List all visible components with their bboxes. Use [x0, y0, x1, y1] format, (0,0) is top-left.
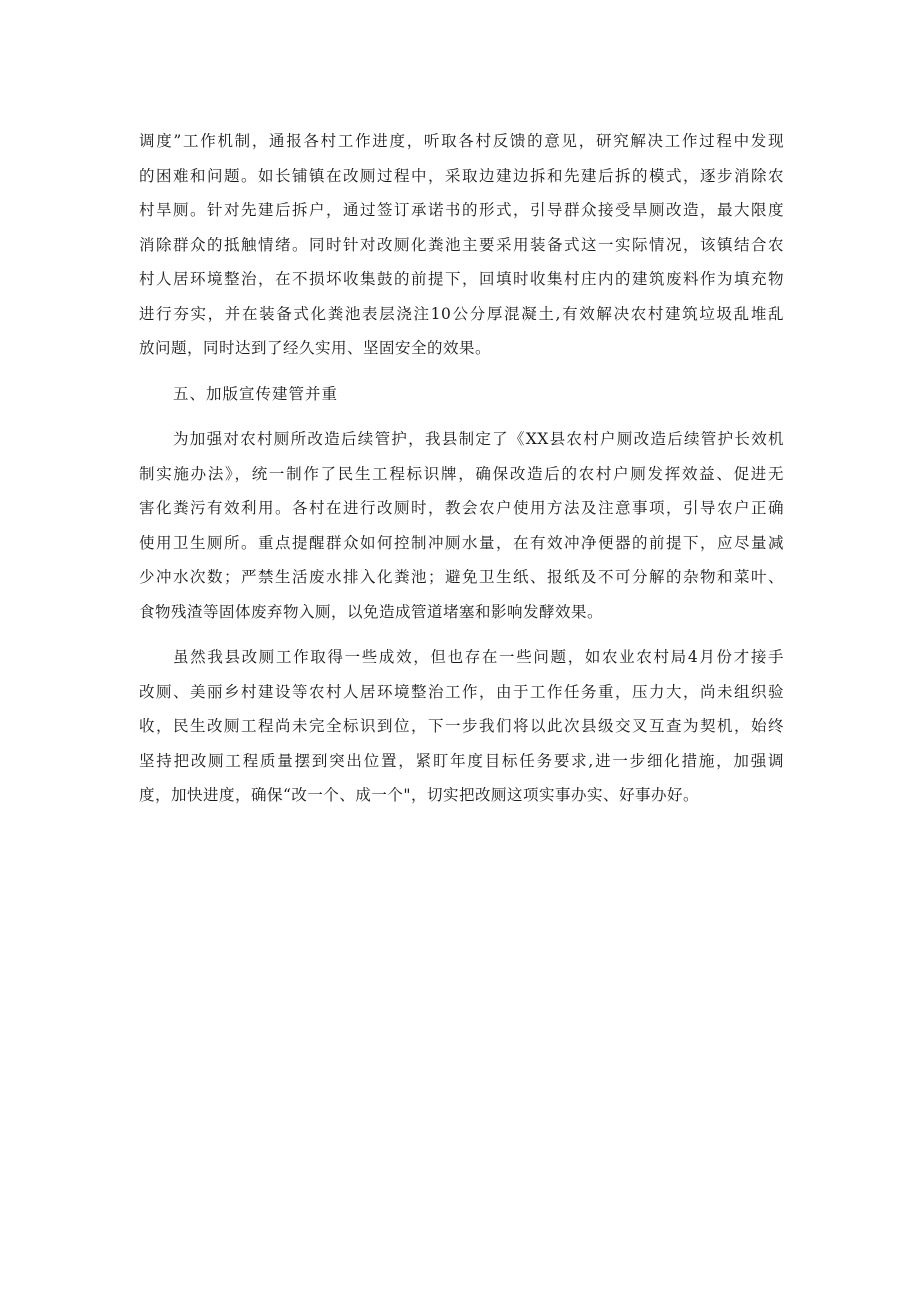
- paragraph-1-line: 调度”工作机制，通报各村工作进度，听取各村反馈的意见，研究解决工作过程中发现: [139, 132, 784, 150]
- document-body: [139, 124, 784, 813]
- paragraph-3-line: 度，加快进度，确保“改一个、成一个"，切实把改厕这项实事办实、好事办好。: [139, 786, 700, 804]
- paragraph-1: [139, 124, 784, 366]
- paragraph-1-line: 放问题，同时达到了经久实用、坚固安全的效果。: [139, 339, 492, 357]
- spacer: [139, 366, 784, 377]
- paragraph-3-line: 收，民生改厕工程尚未完全标识到位，下一步我们将以此次县级交叉互查为契机，始终: [139, 717, 784, 735]
- paragraph-3-line: 虽然我县改厕工作取得一些成效，但也存在一些问题，如农业农村局4月份才接手: [173, 648, 784, 666]
- paragraph-3-line: 坚持把改厕工程质量摆到突出位置，紧盯年度目标任务要求,进一步细化措施，加强调: [139, 751, 784, 770]
- paragraph-2-line: 制实施办法》，统一制作了民生工程标识牌，确保改造后的农村户厕发挥效益、促进无: [139, 464, 784, 483]
- paragraph-1-line: 的困难和问题。如长铺镇在改厕过程中，采取边建边拆和先建后拆的模式，逐步消除农: [139, 166, 784, 185]
- paragraph-1-line: 村旱厕。针对先建后拆户，通过签订承诺书的形式，引导群众接受旱厕改造，最大限度: [139, 201, 784, 219]
- paragraph-2-line: 使用卫生厕所。重点提醒群众如何控制冲厕水量，在有效冲净便器的前提下，应尽量减: [139, 533, 784, 552]
- paragraph-2: [139, 422, 784, 629]
- paragraph-1-line: 消除群众的抵触情绪。同时针对改厕化粪池主要采用装备式这一实际情况，该镇结合农: [139, 235, 784, 254]
- paragraph-3: [139, 640, 784, 813]
- spacer: [139, 411, 784, 422]
- paragraph-2-line: 害化粪污有效利用。各村在进行改厕时，教会农户使用方法及注意事项，引导农户正确: [139, 499, 784, 517]
- paragraph-2-line: 少冲水次数；严禁生活废水排入化粪池；避免卫生纸、报纸及不可分解的杂物和菜叶、: [139, 568, 784, 586]
- paragraph-3-line: 改厕、美丽乡村建设等农村人居环境整治工作，由于工作任务重，压力大，尚未组织验: [139, 682, 784, 701]
- paragraph-2-line: 食物残渣等固体废弃物入厕，以免造成管道堵塞和影响发酵效果。: [139, 602, 604, 621]
- paragraph-1-line: 进行夯实，并在装备式化粪池表层浇注10公分厚混凝土,有效解决农村建筑垃圾乱堆乱: [139, 304, 784, 323]
- paragraph-1-line: 村人居环境整治，在不损坏收集鼓的前提下，回填时收集村庄内的建筑废料作为填充物: [139, 270, 784, 288]
- section-heading: 五、加版宣传建管并重: [173, 384, 339, 403]
- paragraph-2-line: 为加强对农村厕所改造后续管护，我县制定了《XX县农村户厕改造后续管护长效机: [173, 430, 784, 448]
- spacer: [139, 629, 784, 640]
